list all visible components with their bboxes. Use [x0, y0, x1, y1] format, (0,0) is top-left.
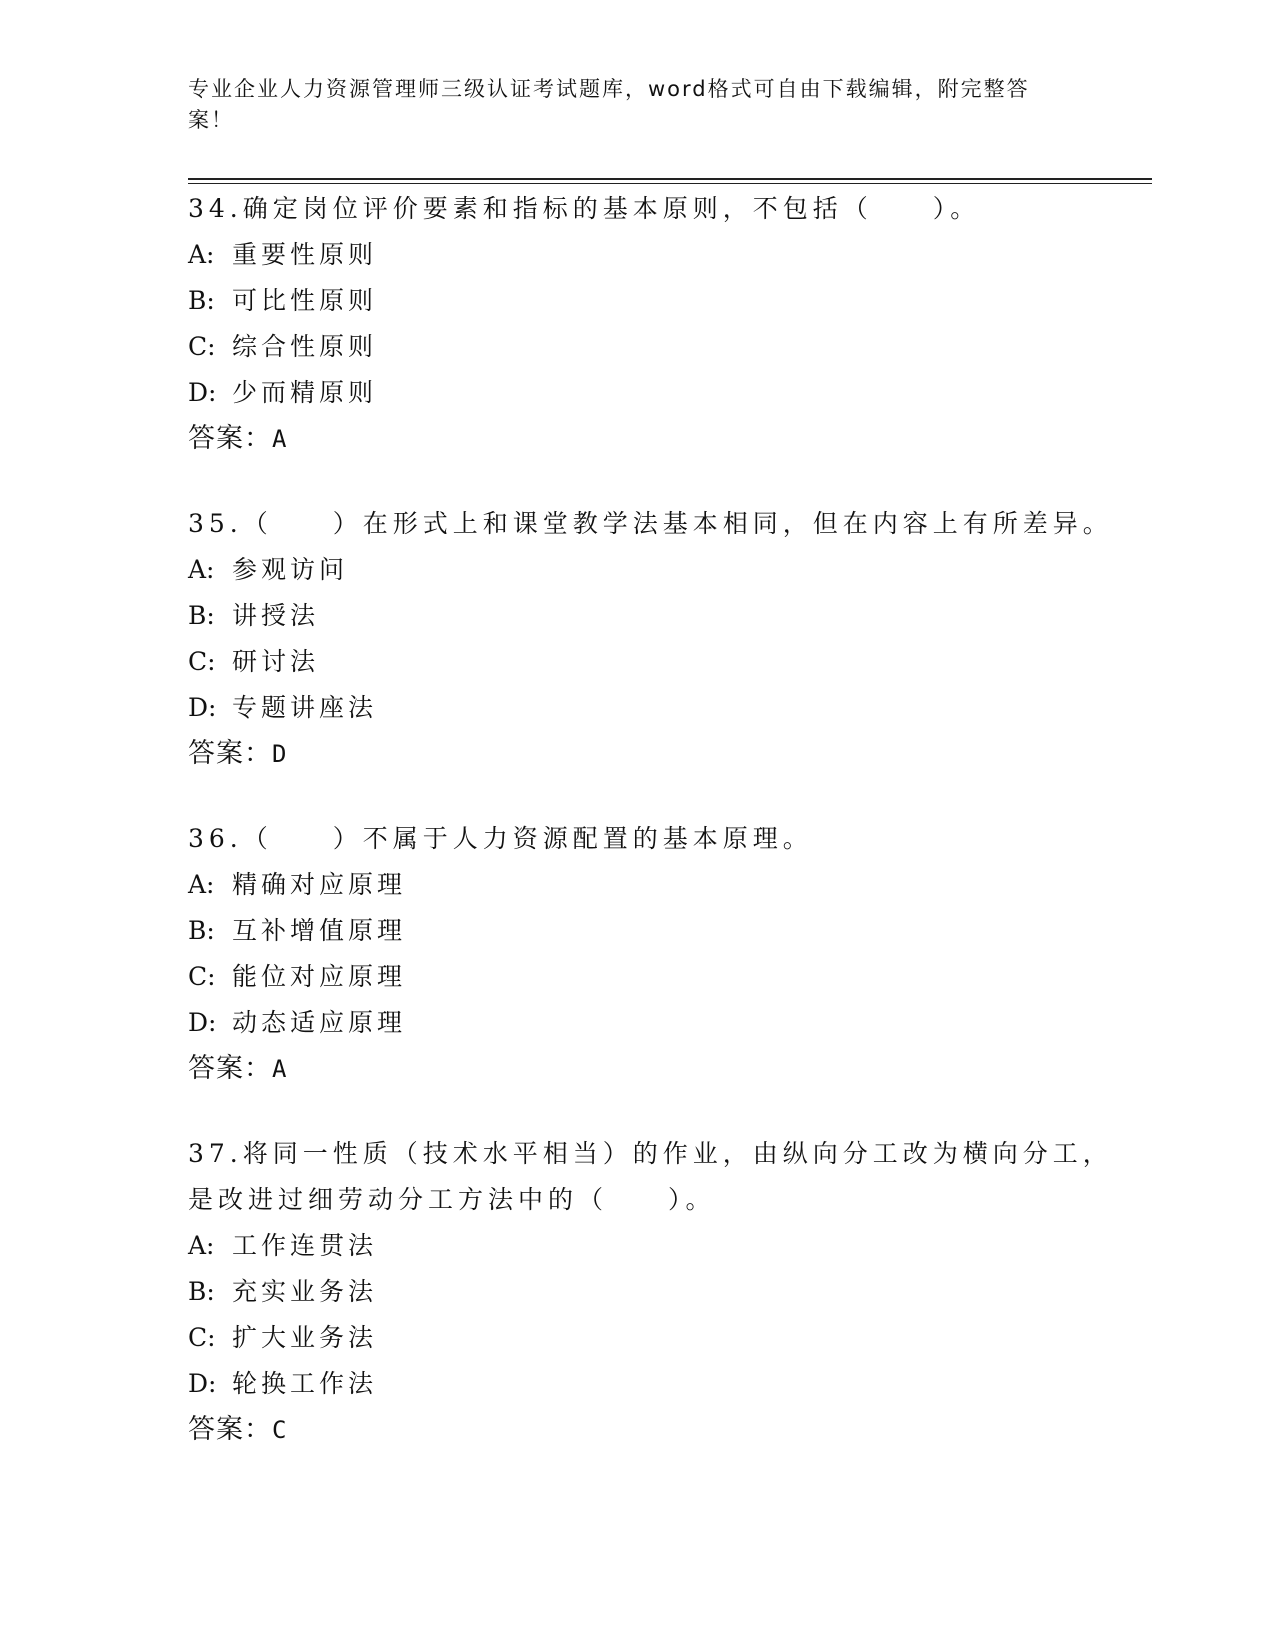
- question-stem: 36.（ ）不属于人力资源配置的基本原理。: [188, 824, 813, 853]
- option-b: [188, 278, 1118, 324]
- option-text: 综合性原则: [232, 332, 378, 361]
- answer-value: A: [272, 1055, 288, 1083]
- option-text: 充实业务法: [232, 1277, 378, 1306]
- option-d: [188, 1000, 1118, 1046]
- answer-line: [188, 731, 1118, 777]
- option-key: C:: [188, 647, 216, 676]
- option-text: 专题讲座法: [232, 693, 378, 722]
- question-stem: 35.（ ）在形式上和课堂教学法基本相同，但在内容上有所差异。: [188, 509, 1113, 538]
- option-key: D:: [188, 378, 217, 407]
- option-a: [188, 1223, 1118, 1269]
- option-text: 参观访问: [232, 555, 349, 584]
- option-key: D:: [188, 693, 217, 722]
- option-c: [188, 954, 1118, 1000]
- option-key: C:: [188, 962, 216, 991]
- option-text: 扩大业务法: [232, 1323, 378, 1352]
- option-b: [188, 1269, 1118, 1315]
- answer-line: [188, 1407, 1118, 1453]
- option-key: B:: [188, 601, 215, 630]
- question-37: [188, 1131, 1118, 1453]
- option-text: 动态适应原理: [232, 1008, 407, 1037]
- option-d: [188, 685, 1118, 731]
- option-c: [188, 639, 1118, 685]
- option-text: 互补增值原理: [232, 916, 407, 945]
- answer-line: [188, 416, 1118, 462]
- header-divider-thick: [188, 178, 1152, 180]
- option-text: 可比性原则: [232, 286, 378, 315]
- option-text: 精确对应原理: [232, 870, 407, 899]
- option-text: 重要性原则: [232, 240, 378, 269]
- option-key: B:: [188, 286, 215, 315]
- option-text: 工作连贯法: [232, 1231, 378, 1260]
- option-b: [188, 593, 1118, 639]
- option-c: [188, 1315, 1118, 1361]
- option-key: A:: [188, 870, 215, 899]
- answer-label: 答案：: [188, 738, 272, 769]
- option-c: [188, 324, 1118, 370]
- option-key: A:: [188, 555, 215, 584]
- option-key: B:: [188, 916, 215, 945]
- question-stem: 34.确定岗位评价要素和指标的基本原则，不包括（ ）。: [188, 194, 981, 223]
- question-36: [188, 816, 1118, 1092]
- question-stem: 37.将同一性质（技术水平相当）的作业，由纵向分工改为横向分工，是改进过细劳动分工方法中的（ ）。: [188, 1139, 1113, 1214]
- option-text: 讲授法: [232, 601, 320, 630]
- option-d: [188, 1361, 1118, 1407]
- option-a: [188, 547, 1118, 593]
- header-divider-thin: [188, 183, 1152, 184]
- question-34: [188, 186, 1118, 462]
- option-key: A:: [188, 240, 215, 269]
- answer-value: A: [272, 425, 288, 453]
- option-b: [188, 908, 1118, 954]
- option-key: C:: [188, 332, 216, 361]
- question-35: [188, 501, 1118, 777]
- answer-value: D: [272, 740, 288, 768]
- option-key: D:: [188, 1008, 217, 1037]
- option-text: 研讨法: [232, 647, 320, 676]
- option-a: [188, 862, 1118, 908]
- option-key: B:: [188, 1277, 215, 1306]
- document-header: 专业企业人力资源管理师三级认证考试题库，word格式可自由下载编辑，附完整答案！: [188, 77, 1030, 132]
- option-text: 能位对应原理: [232, 962, 407, 991]
- option-text: 少而精原则: [232, 378, 378, 407]
- answer-label: 答案：: [188, 1053, 272, 1084]
- option-d: [188, 370, 1118, 416]
- answer-label: 答案：: [188, 423, 272, 454]
- option-key: D:: [188, 1369, 217, 1398]
- option-text: 轮换工作法: [232, 1369, 378, 1398]
- answer-value: C: [272, 1416, 288, 1444]
- answer-label: 答案：: [188, 1414, 272, 1445]
- option-key: C:: [188, 1323, 216, 1352]
- option-a: [188, 232, 1118, 278]
- answer-line: [188, 1046, 1118, 1092]
- option-key: A:: [188, 1231, 215, 1260]
